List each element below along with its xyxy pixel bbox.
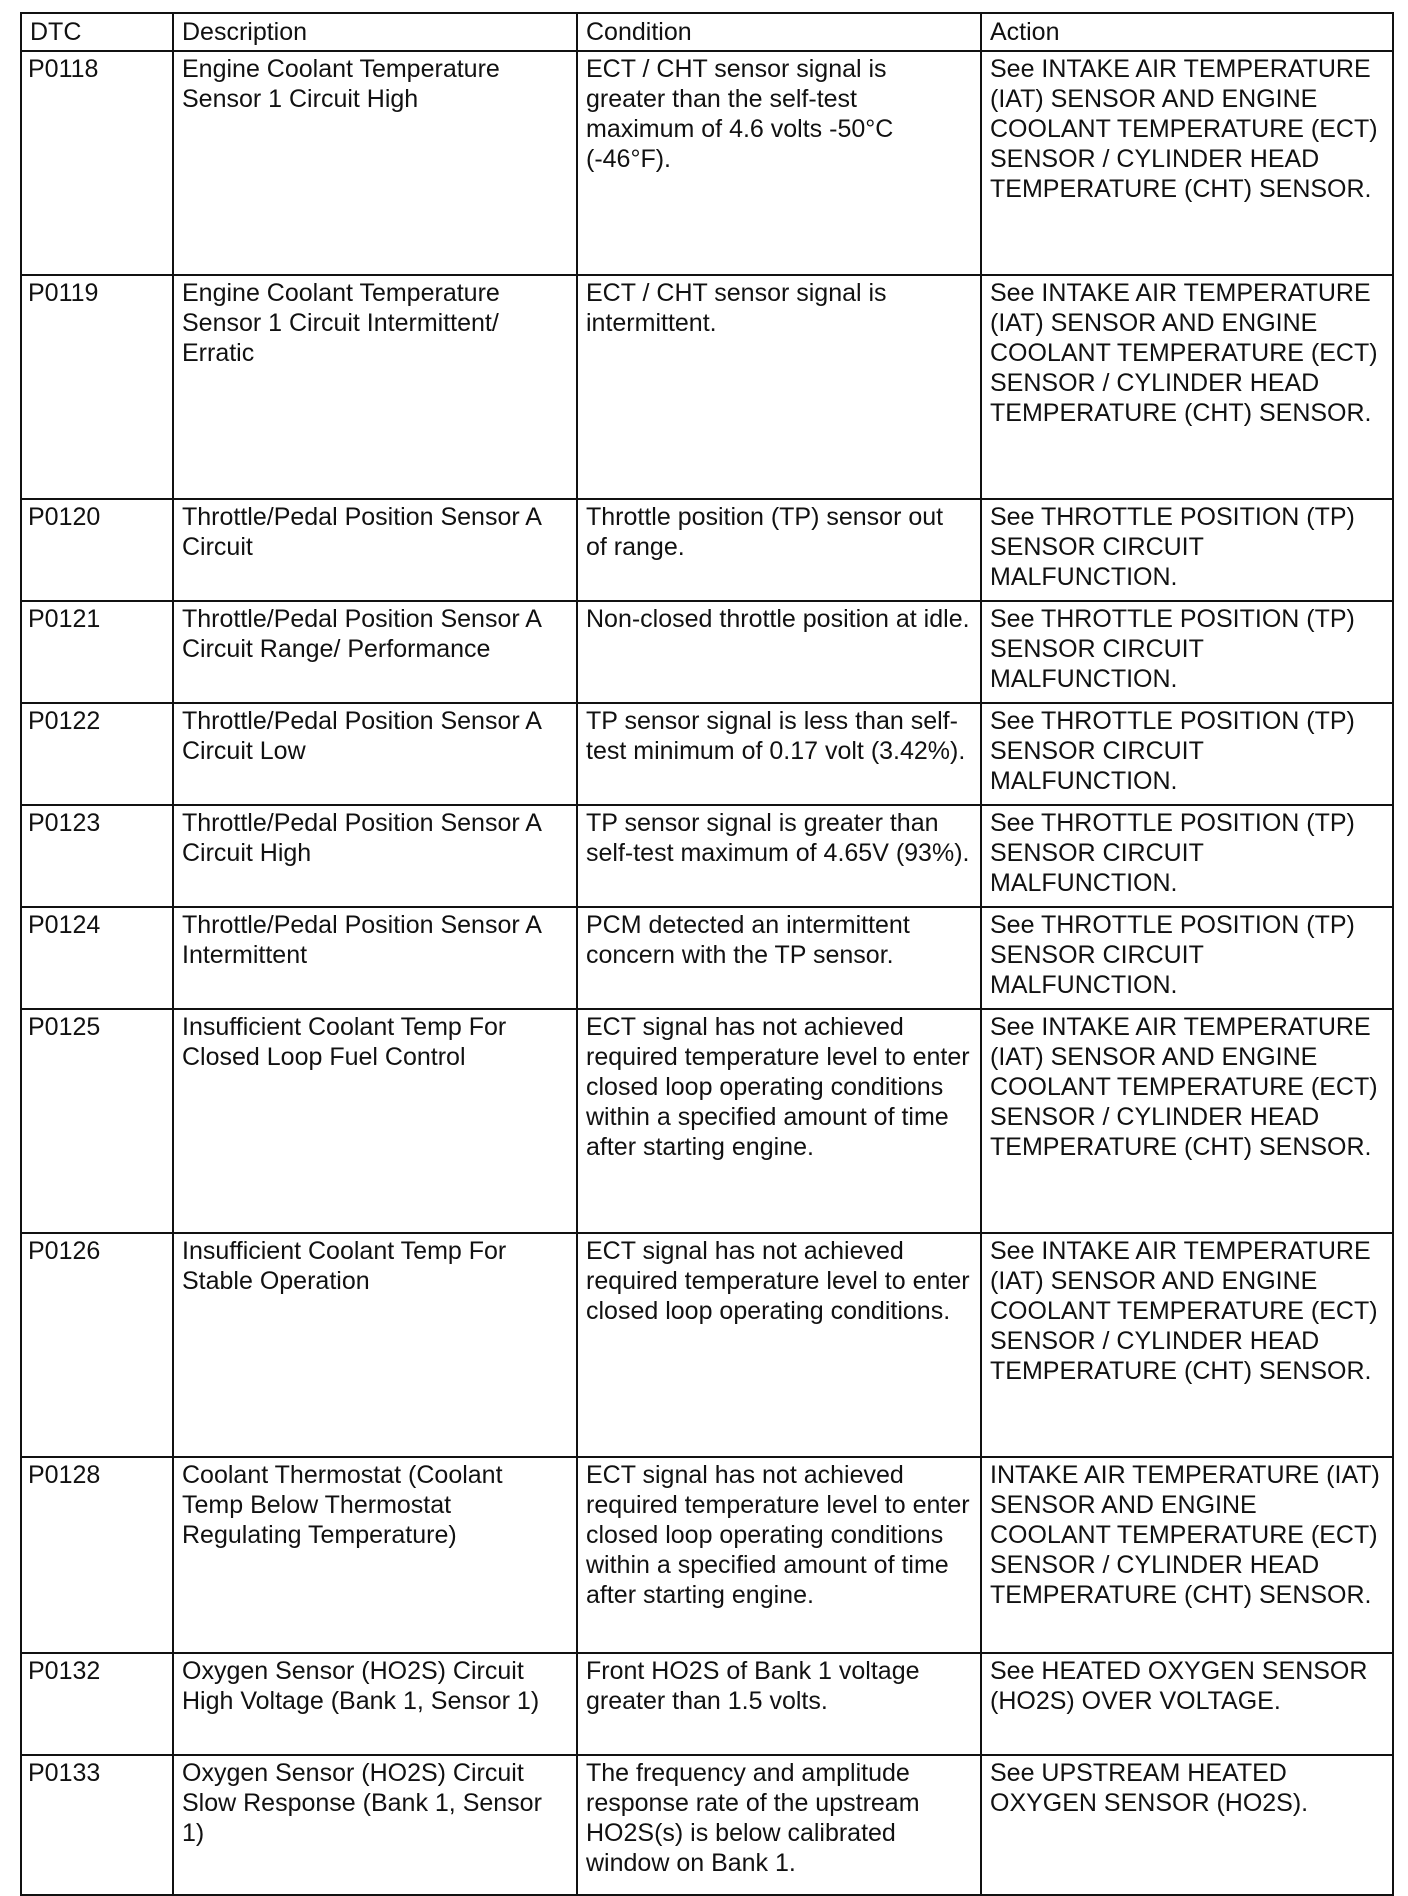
dtc-code: P0133 — [21, 1755, 173, 1895]
table-row — [21, 805, 1393, 907]
dtc-description: Oxygen Sensor (HO2S) Circuit Slow Response (Bank 1, Sensor 1) — [173, 1755, 577, 1895]
dtc-condition: The frequency and amplitude response rate of the upstream HO2S(s) is below calibrated window on Bank 1. — [577, 1755, 981, 1895]
dtc-action: See THROTTLE POSITION (TP) SENSOR CIRCUIT MALFUNCTION. — [981, 703, 1393, 805]
table-row — [21, 907, 1393, 1009]
dtc-description: Throttle/Pedal Position Sensor A Circuit — [173, 499, 577, 601]
dtc-action: See THROTTLE POSITION (TP) SENSOR CIRCUIT MALFUNCTION. — [981, 805, 1393, 907]
table-body — [21, 51, 1393, 1895]
dtc-action: See UPSTREAM HEATED OXYGEN SENSOR (HO2S). — [981, 1755, 1393, 1895]
header-row — [21, 13, 1393, 51]
dtc-action: See INTAKE AIR TEMPERATURE (IAT) SENSOR AND ENGINE COOLANT TEMPERATURE (ECT) SENSOR / CYLINDER HEAD TEMPERATURE (CHT) SENSOR. — [981, 275, 1393, 499]
dtc-condition: ECT / CHT sensor signal is greater than the self-test maximum of 4.6 volts -50°C (-46°F). — [577, 51, 981, 275]
header-dtc: DTC — [21, 13, 173, 51]
dtc-condition: ECT signal has not achieved required temperature level to enter closed loop operating conditions. — [577, 1233, 981, 1457]
dtc-code: P0128 — [21, 1457, 173, 1653]
dtc-condition: PCM detected an intermittent concern with the TP sensor. — [577, 907, 981, 1009]
table-row — [21, 601, 1393, 703]
dtc-action: See THROTTLE POSITION (TP) SENSOR CIRCUIT MALFUNCTION. — [981, 499, 1393, 601]
dtc-code: P0120 — [21, 499, 173, 601]
dtc-description: Insufficient Coolant Temp For Stable Operation — [173, 1233, 577, 1457]
dtc-table — [20, 12, 1394, 1896]
dtc-description: Insufficient Coolant Temp For Closed Loop Fuel Control — [173, 1009, 577, 1233]
dtc-action: See HEATED OXYGEN SENSOR (HO2S) OVER VOLTAGE. — [981, 1653, 1393, 1755]
dtc-condition: ECT signal has not achieved required temperature level to enter closed loop operating conditions within a specified amount of time after starting engine. — [577, 1009, 981, 1233]
table-row — [21, 51, 1393, 275]
dtc-description: Coolant Thermostat (Coolant Temp Below Thermostat Regulating Temperature) — [173, 1457, 577, 1653]
table-row — [21, 1653, 1393, 1755]
dtc-condition: ECT / CHT sensor signal is intermittent. — [577, 275, 981, 499]
dtc-code: P0124 — [21, 907, 173, 1009]
dtc-code: P0123 — [21, 805, 173, 907]
dtc-description: Throttle/Pedal Position Sensor A Circuit Range/ Performance — [173, 601, 577, 703]
table-row — [21, 1009, 1393, 1233]
table-row — [21, 1755, 1393, 1895]
table-row — [21, 275, 1393, 499]
dtc-condition: Front HO2S of Bank 1 voltage greater than 1.5 volts. — [577, 1653, 981, 1755]
dtc-action: See INTAKE AIR TEMPERATURE (IAT) SENSOR AND ENGINE COOLANT TEMPERATURE (ECT) SENSOR / CYLINDER HEAD TEMPERATURE (CHT) SENSOR. — [981, 1233, 1393, 1457]
dtc-action: See INTAKE AIR TEMPERATURE (IAT) SENSOR AND ENGINE COOLANT TEMPERATURE (ECT) SENSOR / CYLINDER HEAD TEMPERATURE (CHT) SENSOR. — [981, 51, 1393, 275]
dtc-code: P0126 — [21, 1233, 173, 1457]
header-action: Action — [981, 13, 1393, 51]
dtc-code: P0119 — [21, 275, 173, 499]
dtc-code: P0125 — [21, 1009, 173, 1233]
header-condition: Condition — [577, 13, 981, 51]
dtc-code: P0121 — [21, 601, 173, 703]
dtc-description: Throttle/Pedal Position Sensor A Circuit High — [173, 805, 577, 907]
dtc-action: See THROTTLE POSITION (TP) SENSOR CIRCUIT MALFUNCTION. — [981, 601, 1393, 703]
dtc-code: P0122 — [21, 703, 173, 805]
dtc-action: INTAKE AIR TEMPERATURE (IAT) SENSOR AND ENGINE COOLANT TEMPERATURE (ECT) SENSOR / CYLINDER HEAD TEMPERATURE (CHT) SENSOR. — [981, 1457, 1393, 1653]
dtc-description: Throttle/Pedal Position Sensor A Intermittent — [173, 907, 577, 1009]
table-row — [21, 1457, 1393, 1653]
dtc-condition: TP sensor signal is greater than self-test maximum of 4.65V (93%). — [577, 805, 981, 907]
dtc-code: P0132 — [21, 1653, 173, 1755]
dtc-action: See INTAKE AIR TEMPERATURE (IAT) SENSOR AND ENGINE COOLANT TEMPERATURE (ECT) SENSOR / CYLINDER HEAD TEMPERATURE (CHT) SENSOR. — [981, 1009, 1393, 1233]
table-header — [21, 13, 1393, 51]
dtc-code: P0118 — [21, 51, 173, 275]
dtc-description: Oxygen Sensor (HO2S) Circuit High Voltage (Bank 1, Sensor 1) — [173, 1653, 577, 1755]
dtc-description: Throttle/Pedal Position Sensor A Circuit Low — [173, 703, 577, 805]
dtc-description: Engine Coolant Temperature Sensor 1 Circuit High — [173, 51, 577, 275]
header-description: Description — [173, 13, 577, 51]
dtc-condition: ECT signal has not achieved required temperature level to enter closed loop operating conditions within a specified amount of time after starting engine. — [577, 1457, 981, 1653]
dtc-description: Engine Coolant Temperature Sensor 1 Circuit Intermittent/ Erratic — [173, 275, 577, 499]
table-row — [21, 703, 1393, 805]
dtc-action: See THROTTLE POSITION (TP) SENSOR CIRCUIT MALFUNCTION. — [981, 907, 1393, 1009]
table-row — [21, 1233, 1393, 1457]
dtc-condition: TP sensor signal is less than self-test minimum of 0.17 volt (3.42%). — [577, 703, 981, 805]
dtc-condition: Non-closed throttle position at idle. — [577, 601, 981, 703]
table-row — [21, 499, 1393, 601]
dtc-condition: Throttle position (TP) sensor out of range. — [577, 499, 981, 601]
